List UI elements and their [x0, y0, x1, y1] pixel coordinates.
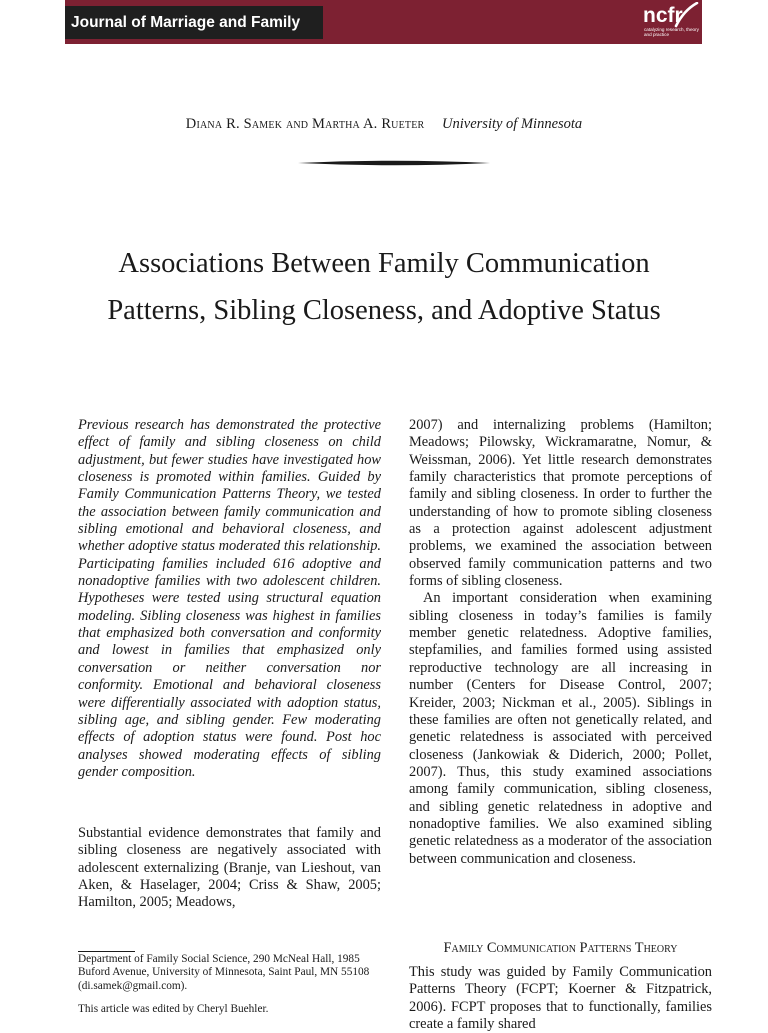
author-names: Diana R. Samek and Martha A. Rueter — [185, 116, 425, 132]
article-title — [60, 240, 708, 334]
logo-wordmark: ncfr — [643, 4, 683, 27]
title-line-1: Associations Between Family Communication — [118, 248, 650, 279]
intro-paragraph-2: An important consideration when examining sibling closeness in today’s families is family member genetic relatedness. Adoptive families, stepfamilies, and families formed using assisted reproductive technology are all increasing in number (Centers for Disease Control, 2007; Kreider, 2003; Nickman et al., 2005). Siblings in these families are often not genetically related, and genetic relatedness is associated with perceived closeness (Jankowiak & Diderich, 2000; Pollet, 2007). Thus, this study examined associations among family communication, sibling closeness, and sibling genetic relatedness in adoptive and nonadoptive families. We also examined sibling genetic relatedness as a moderator of the association between communication and closeness. — [409, 590, 712, 867]
journal-masthead — [65, 0, 702, 44]
journal-name: Journal of Marriage and Family — [65, 6, 323, 39]
logo-tagline: catalyzing research, theory and practice — [644, 27, 699, 38]
title-line-2: Patterns, Sibling Closeness, and Adoptive Status — [107, 295, 661, 326]
footnote-address: Department of Family Social Science, 290 McNeal Hall, 1985 Buford Avenue, University of Minnesota, Saint Paul, MN 55108 (di.samek@gmail.com). — [78, 953, 370, 992]
section-heading: Family Communication Patterns Theory — [443, 940, 678, 956]
author-affiliation: University of Minnesota — [442, 116, 583, 132]
section-paragraph: This study was guided by Family Communication Patterns Theory (FCPT; Koerner & Fitzpatrick, 2006). FCPT proposes that to functionally, families create a family shared — [409, 964, 712, 1033]
footnote-editor: This article was edited by Cheryl Buehler. — [78, 1003, 269, 1015]
decorative-rule — [298, 159, 490, 167]
logo-swoosh-icon — [673, 2, 699, 28]
intro-paragraph-left: Substantial evidence demonstrates that family and sibling closeness are negatively associated with adolescent externalizing (Branje, van Lieshout, van Aken, & Haselager, 2004; Criss & Shaw, 2005; Hamilton, 2005; Meadows, — [78, 825, 381, 911]
ncfr-logo — [643, 2, 701, 43]
footnote-rule — [78, 951, 135, 952]
intro-paragraph-continued: 2007) and internalizing problems (Hamilton; Meadows; Pilowsky, Wickramaratne, Nomur, & Weissman, 2006). Yet little research demonstrates family characteristics that promote perceptions of family and sibling closeness. In order to further the understanding of how to promote sibling closeness as a protection against adolescent adjustment problems, we examined the association between observed family communication patterns and two forms of sibling closeness. — [409, 417, 712, 590]
right-column — [409, 417, 712, 868]
author-line — [0, 114, 768, 134]
abstract: Previous research has demonstrated the protective effect of family and sibling closeness on child adjustment, but fewer studies have investigated how closeness is promoted within families. Guided by Family Communication Patterns Theory, we tested the association between family communication and sibling emotional and behavioral closeness, and whether adoptive status moderated this relationship. Participating families included 616 adoptive and nonadoptive families with two adolescent children. Hypotheses were tested using structural equation modeling. Sibling closeness was highest in families that emphasized both conversation and conformity and lowest in families that emphasized only conversation or neither conversation nor conformity. Emotional and behavioral closeness were differentially associated with adoption status, sibling age, and sibling gender. Few moderating effects of adoption status were found. Post hoc analyses showed moderating effects of sibling gender composition. — [78, 417, 381, 780]
